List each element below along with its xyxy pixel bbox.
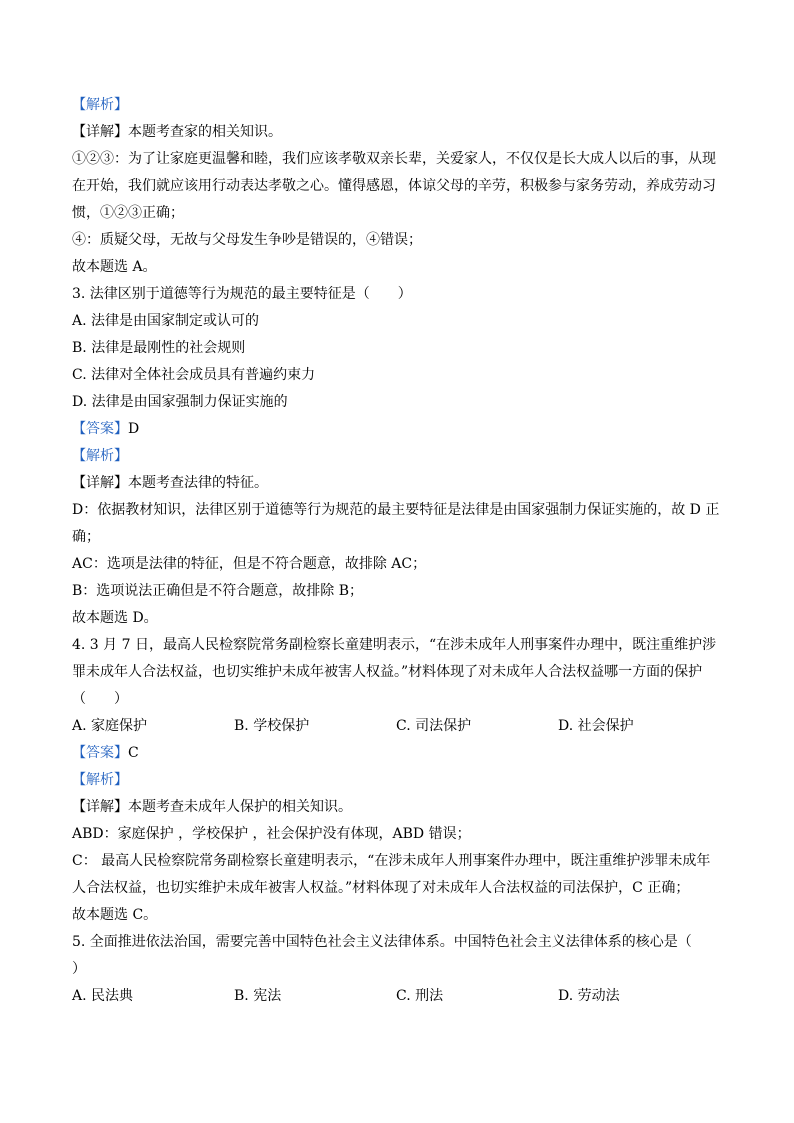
q5-option-c: C. 刑法 (396, 988, 444, 1004)
q4-explanation-line: ABD：家庭保护 ，学校保护 ，社会保护没有体现，ABD 错误； (72, 826, 471, 842)
q2-analysis-heading (72, 92, 722, 119)
q3-analysis-heading (72, 443, 722, 470)
q4-option-d: D. 社会保护 (558, 718, 634, 734)
q3-explanation-line: AC：选项是法律的特征，但是不符合题意，故排除 AC； (72, 556, 427, 572)
q5-option-a: A. 民法典 (72, 988, 134, 1004)
q4-conclusion: 故本题选 C。 (72, 907, 158, 923)
q3-explanation-line: 确； (72, 529, 100, 545)
q2-explanation-line: 在开始，我们就应该用行动表达孝敬之心。懂得感恩，体谅父母的辛劳，积极参与家务劳动，养成劳动习 (72, 178, 716, 194)
detail-text: 本题考查家的相关知识。 (128, 124, 282, 140)
q4-stem-line: 罪未成年人合法权益，也切实维护未成年被害人权益。”材料体现了对未成年人合法权益哪一方面的保护 (72, 664, 703, 680)
answer-value: C (128, 745, 139, 761)
answer-tag: 【答案】 (72, 421, 128, 437)
q2-explanation-line: ①②③：为了让家庭更温馨和睦，我们应该孝敬双亲长辈，关爱家人，不仅仅是长大成人以后的事，从现 (72, 151, 716, 167)
q4-stem-line: （ ） (72, 691, 128, 707)
q2-explanation-line: ④：质疑父母，无故与父母发生争吵是错误的，④错误； (72, 232, 422, 248)
detail-text: 本题考查未成年人保护的相关知识。 (128, 799, 352, 815)
q2-conclusion: 故本题选 A。 (72, 259, 157, 275)
q4-stem-line: 4. 3 月 7 日，最高人民检察院常务副检察长童建明表示，“在涉未成年人刑事案件办理中，既注重维护涉 (72, 637, 717, 653)
q3-option-a: A. 法律是由国家制定或认可的 (72, 313, 260, 329)
q2-detail-line (72, 119, 722, 146)
document-page (72, 92, 722, 1010)
q5-option-b: B. 宪法 (234, 988, 282, 1004)
detail-tag: 【详解】 (72, 124, 128, 140)
q4-analysis-heading (72, 767, 722, 794)
q5-stem-line: 5. 全面推进依法治国，需要完善中国特色社会主义法律体系。中国特色社会主义法律体系的核心是（ (72, 934, 692, 950)
q2-explanation-line: 惯，①②③正确； (72, 205, 184, 221)
q4-answer-line (72, 740, 722, 767)
analysis-tag: 【解析】 (72, 448, 128, 464)
q3-conclusion: 故本题选 D。 (72, 610, 158, 626)
detail-text: 本题考查法律的特征。 (128, 475, 268, 491)
analysis-tag: 【解析】 (72, 97, 128, 113)
q3-stem: 3. 法律区别于道德等行为规范的最主要特征是（ ） (72, 286, 412, 302)
q4-explanation-line: C： 最高人民检察院常务副检察长童建明表示，“在涉未成年人刑事案件办理中，既注重维护涉罪未成年 (72, 853, 711, 869)
q4-detail-line (72, 794, 722, 821)
q3-option-c: C. 法律对全体社会成员具有普遍约束力 (72, 367, 316, 383)
answer-tag: 【答案】 (72, 745, 128, 761)
q3-explanation-line: D：依据教材知识，法律区别于道德等行为规范的最主要特征是法律是由国家强制力保证实施的，故 D 正 (72, 502, 720, 518)
detail-tag: 【详解】 (72, 475, 128, 491)
q3-explanation-line: B：选项说法正确但是不符合题意，故排除 B； (72, 583, 364, 599)
q3-detail-line (72, 470, 722, 497)
q4-option-c: C. 司法保护 (396, 718, 472, 734)
q3-option-b: B. 法律是最刚性的社会规则 (72, 340, 246, 356)
detail-tag: 【详解】 (72, 799, 128, 815)
q4-option-b: B. 学校保护 (234, 718, 310, 734)
q5-options-row (72, 983, 722, 1010)
q4-explanation-line: 人合法权益，也切实维护未成年被害人权益。”材料体现了对未成年人合法权益的司法保护，C 正确； (72, 880, 690, 896)
q4-options-row (72, 713, 722, 740)
q5-stem-line: ） (72, 961, 86, 977)
answer-value: D (128, 421, 140, 437)
analysis-tag: 【解析】 (72, 772, 128, 788)
q5-option-d: D. 劳动法 (558, 988, 620, 1004)
q3-option-d: D. 法律是由国家强制力保证实施的 (72, 394, 288, 410)
q3-answer-line (72, 416, 722, 443)
q4-option-a: A. 家庭保护 (72, 718, 148, 734)
